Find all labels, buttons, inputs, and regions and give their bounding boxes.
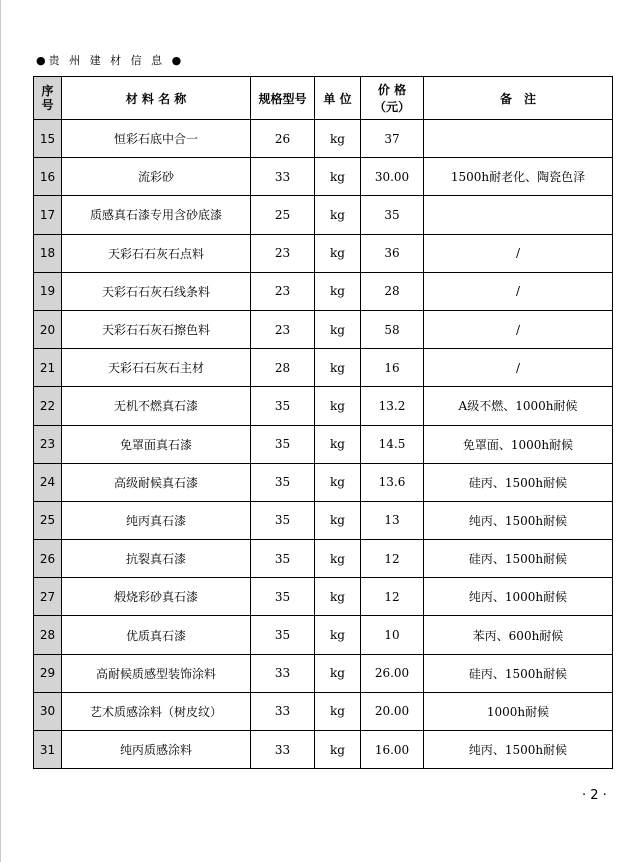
header-seq-line2: 号: [41, 98, 54, 112]
table-row: [34, 731, 613, 769]
cell-spec: 35: [251, 425, 315, 463]
cell-price: 14.5: [361, 425, 424, 463]
cell-unit: kg: [315, 349, 361, 387]
page-edge: [0, 0, 1, 862]
cell-spec: 23: [251, 234, 315, 272]
cell-name: 天彩石石灰石擦色料: [62, 310, 251, 348]
cell-spec: 28: [251, 349, 315, 387]
cell-name: 优质真石漆: [62, 616, 251, 654]
cell-seq: 22: [34, 387, 62, 425]
cell-price: 10: [361, 616, 424, 654]
cell-unit: kg: [315, 731, 361, 769]
header-name: 材 料 名 称: [62, 77, 251, 120]
table-row: [34, 578, 613, 616]
cell-name: 高级耐候真石漆: [62, 463, 251, 501]
cell-price: 13: [361, 501, 424, 539]
cell-note: [424, 196, 613, 234]
cell-unit: kg: [315, 425, 361, 463]
cell-spec: 25: [251, 196, 315, 234]
cell-note: /: [424, 310, 613, 348]
cell-unit: kg: [315, 616, 361, 654]
cell-price: 35: [361, 196, 424, 234]
cell-unit: kg: [315, 692, 361, 730]
cell-price: 30.00: [361, 158, 424, 196]
cell-note: 免罩面、1000h耐候: [424, 425, 613, 463]
cell-note: 纯丙、1500h耐候: [424, 501, 613, 539]
table-row: [34, 158, 613, 196]
cell-unit: kg: [315, 654, 361, 692]
cell-seq: 31: [34, 731, 62, 769]
cell-unit: kg: [315, 272, 361, 310]
cell-unit: kg: [315, 234, 361, 272]
cell-note: 苯丙、600h耐候: [424, 616, 613, 654]
page-number: · 2 ·: [582, 788, 607, 803]
cell-seq: 24: [34, 463, 62, 501]
cell-name: 天彩石石灰石点料: [62, 234, 251, 272]
cell-note: A级不燃、1000h耐候: [424, 387, 613, 425]
cell-unit: kg: [315, 501, 361, 539]
header-unit: 单 位: [315, 77, 361, 120]
cell-name: 天彩石石灰石线条料: [62, 272, 251, 310]
cell-spec: 33: [251, 692, 315, 730]
cell-spec: 33: [251, 731, 315, 769]
cell-spec: 26: [251, 120, 315, 158]
cell-name: 恒彩石底中合一: [62, 120, 251, 158]
table-row: [34, 616, 613, 654]
table-row: [34, 196, 613, 234]
cell-name: 无机不燃真石漆: [62, 387, 251, 425]
table-row: [34, 310, 613, 348]
cell-seq: 15: [34, 120, 62, 158]
cell-unit: kg: [315, 540, 361, 578]
cell-unit: kg: [315, 158, 361, 196]
cell-name: 煅烧彩砂真石漆: [62, 578, 251, 616]
cell-seq: 27: [34, 578, 62, 616]
cell-note: 1000h耐候: [424, 692, 613, 730]
cell-spec: 35: [251, 578, 315, 616]
cell-price: 13.6: [361, 463, 424, 501]
table-row: [34, 540, 613, 578]
table-row: [34, 234, 613, 272]
cell-note: 硅丙、1500h耐候: [424, 654, 613, 692]
cell-spec: 23: [251, 272, 315, 310]
cell-price: 37: [361, 120, 424, 158]
table-row: [34, 501, 613, 539]
cell-name: 免罩面真石漆: [62, 425, 251, 463]
cell-seq: 21: [34, 349, 62, 387]
header-price-line1: 价 格: [377, 83, 407, 97]
header-spec: 规格型号: [251, 77, 315, 120]
cell-note: /: [424, 349, 613, 387]
cell-name: 抗裂真石漆: [62, 540, 251, 578]
cell-spec: 33: [251, 654, 315, 692]
cell-note: /: [424, 272, 613, 310]
table-body: [34, 120, 613, 769]
cell-name: 天彩石石灰石主材: [62, 349, 251, 387]
header-note: 备 注: [424, 77, 613, 120]
cell-price: 58: [361, 310, 424, 348]
cell-price: 13.2: [361, 387, 424, 425]
cell-price: 20.00: [361, 692, 424, 730]
cell-seq: 26: [34, 540, 62, 578]
table-row: [34, 654, 613, 692]
cell-unit: kg: [315, 463, 361, 501]
cell-unit: kg: [315, 196, 361, 234]
cell-price: 26.00: [361, 654, 424, 692]
cell-spec: 33: [251, 158, 315, 196]
table-row: [34, 387, 613, 425]
table-header-row: [34, 77, 613, 120]
cell-note: 硅丙、1500h耐候: [424, 540, 613, 578]
cell-seq: 16: [34, 158, 62, 196]
header-seq: [34, 77, 62, 120]
table-row: [34, 272, 613, 310]
cell-name: 艺术质感涂料（树皮纹）: [62, 692, 251, 730]
cell-spec: 35: [251, 540, 315, 578]
header-seq-line1: 序: [41, 84, 54, 98]
table-row: [34, 463, 613, 501]
cell-name: 流彩砂: [62, 158, 251, 196]
cell-seq: 30: [34, 692, 62, 730]
cell-price: 16.00: [361, 731, 424, 769]
page-header: ●贵 州 建 材 信 息 ●: [36, 54, 185, 67]
cell-note: 1500h耐老化、陶瓷色泽: [424, 158, 613, 196]
cell-note: /: [424, 234, 613, 272]
cell-name: 质感真石漆专用含砂底漆: [62, 196, 251, 234]
cell-note: 纯丙、1500h耐候: [424, 731, 613, 769]
cell-seq: 25: [34, 501, 62, 539]
cell-seq: 28: [34, 616, 62, 654]
cell-unit: kg: [315, 387, 361, 425]
cell-unit: kg: [315, 578, 361, 616]
cell-seq: 18: [34, 234, 62, 272]
cell-seq: 29: [34, 654, 62, 692]
cell-name: 纯丙质感涂料: [62, 731, 251, 769]
header-price: [361, 77, 424, 120]
table-row: [34, 692, 613, 730]
cell-seq: 23: [34, 425, 62, 463]
cell-spec: 35: [251, 616, 315, 654]
cell-spec: 23: [251, 310, 315, 348]
table-row: [34, 120, 613, 158]
cell-name: 高耐候质感型装饰涂料: [62, 654, 251, 692]
table-row: [34, 349, 613, 387]
cell-note: [424, 120, 613, 158]
cell-spec: 35: [251, 501, 315, 539]
header-price-line2: （元）: [373, 100, 410, 114]
cell-seq: 20: [34, 310, 62, 348]
cell-note: 硅丙、1500h耐候: [424, 463, 613, 501]
cell-price: 28: [361, 272, 424, 310]
cell-price: 16: [361, 349, 424, 387]
cell-note: 纯丙、1000h耐候: [424, 578, 613, 616]
table-row: [34, 425, 613, 463]
cell-seq: 17: [34, 196, 62, 234]
cell-spec: 35: [251, 387, 315, 425]
cell-price: 12: [361, 540, 424, 578]
cell-unit: kg: [315, 310, 361, 348]
cell-name: 纯丙真石漆: [62, 501, 251, 539]
cell-unit: kg: [315, 120, 361, 158]
cell-spec: 35: [251, 463, 315, 501]
cell-price: 36: [361, 234, 424, 272]
cell-seq: 19: [34, 272, 62, 310]
price-table: [33, 76, 613, 769]
cell-price: 12: [361, 578, 424, 616]
